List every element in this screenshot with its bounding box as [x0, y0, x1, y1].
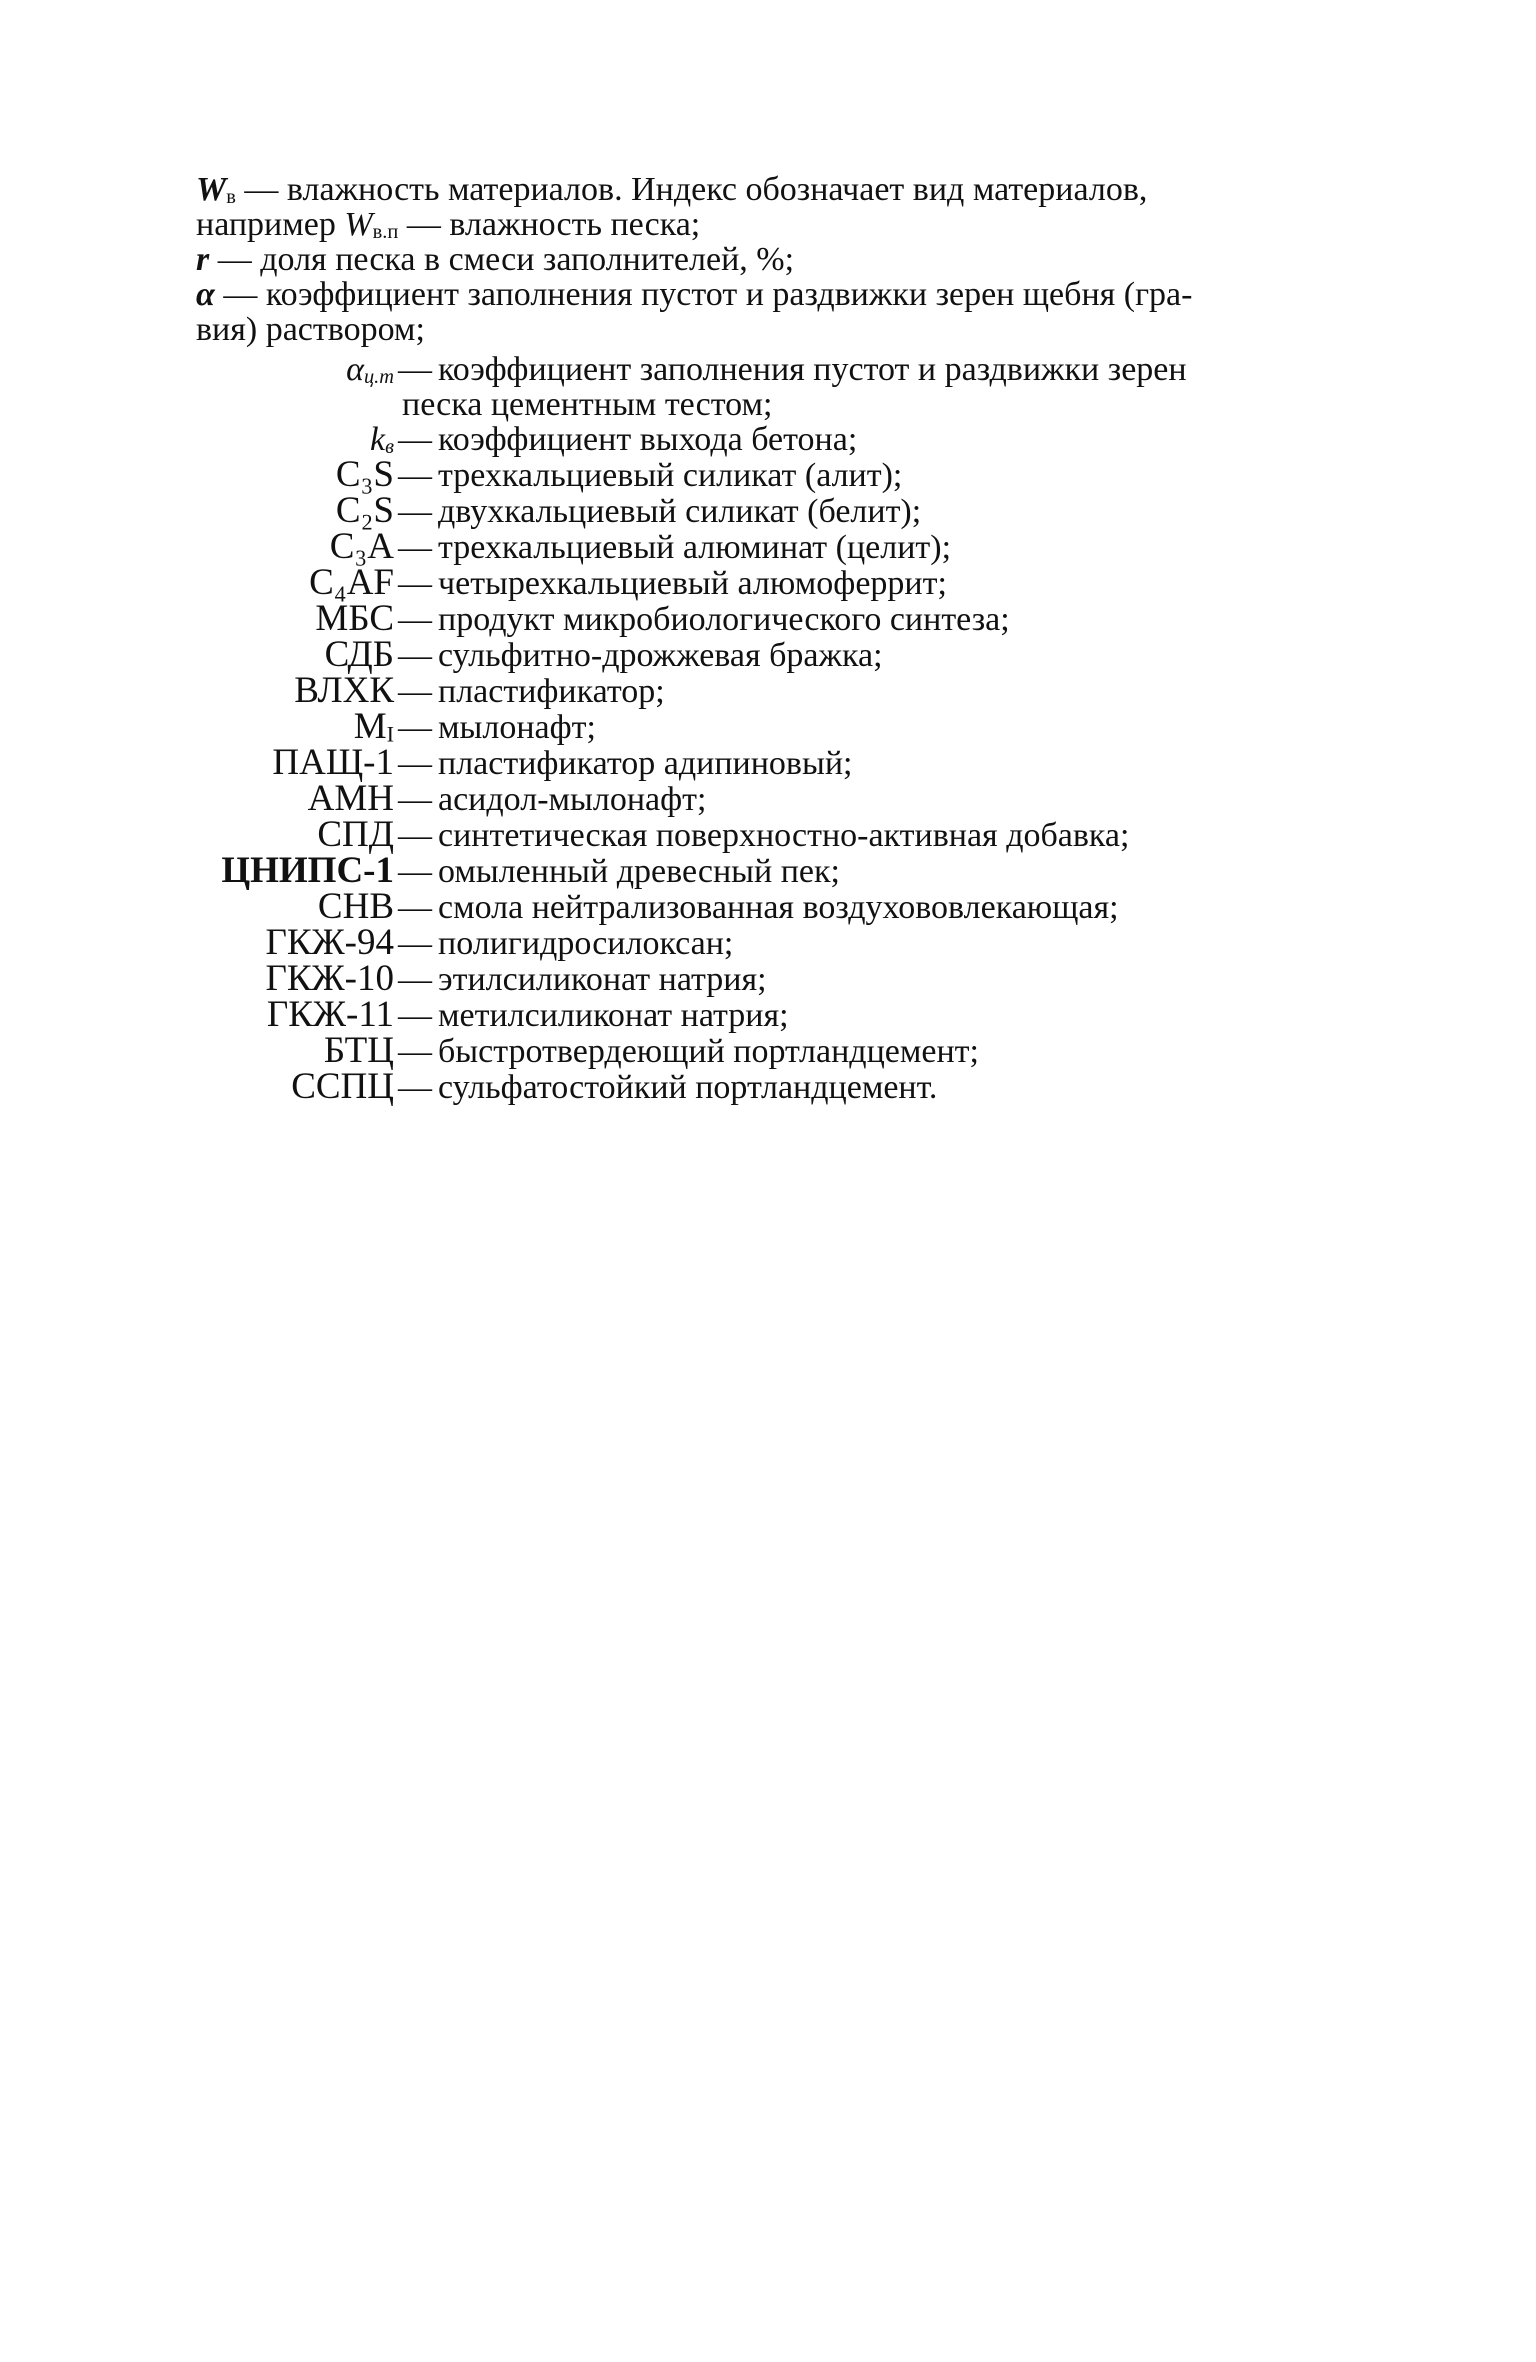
definition-row	[150, 490, 1350, 531]
definition-row	[150, 422, 1350, 457]
term-main: α	[346, 351, 364, 388]
definition-dash: —	[398, 1033, 432, 1070]
definition-term: АМН	[307, 778, 394, 819]
definition-term: ЦНИПС-1	[221, 850, 394, 891]
definition-text: омыленный древесный пек;	[438, 853, 840, 890]
definition-row	[150, 994, 1350, 1035]
definition-text: двухкальциевый силикат (белит);	[438, 493, 922, 530]
intro-line-4-right: (гра-	[1123, 276, 1193, 313]
definition-term: ССПЦ	[291, 1066, 394, 1107]
definition-dash: —	[398, 745, 432, 782]
term-sub: I	[386, 721, 394, 747]
definition-text: коэффициент выхода бетона;	[438, 421, 858, 458]
definition-row	[150, 850, 1350, 891]
symbol-alpha: α	[196, 276, 215, 313]
definition-term	[150, 352, 394, 387]
definition-text: этилсиликонат натрия;	[438, 961, 767, 998]
symbol-wvp-sub: в.п	[372, 221, 399, 244]
definition-row	[150, 1030, 1350, 1071]
definition-row	[150, 1066, 1350, 1107]
definition-text: асидол-мылонафт;	[438, 781, 707, 818]
definition-dash: —	[398, 493, 432, 530]
definition-text: пластификатор;	[438, 673, 665, 710]
definition-dash: —	[398, 565, 432, 602]
intro-line-5	[196, 312, 1346, 347]
definition-text: метилсиликонат натрия;	[438, 997, 789, 1034]
definition-text: мылонафт;	[438, 709, 596, 746]
definition-text: смола нейтрализованная воздухововлекающая;	[438, 889, 1119, 926]
definition-dash: —	[398, 637, 432, 674]
definition-dash: —	[398, 781, 432, 818]
intro-line-2-before: например	[196, 206, 345, 243]
definition-dash: —	[398, 351, 432, 388]
definition-continuation: песка цементным тестом;	[402, 386, 773, 423]
definition-dash: —	[398, 925, 432, 962]
definition-term: СДБ	[324, 634, 394, 675]
definition-row	[150, 742, 1350, 783]
definition-text: сульфатостойкий портландцемент.	[438, 1069, 938, 1106]
definition-text: продукт микробиологического синтеза;	[438, 601, 1010, 638]
intro-line-1-right: вид материалов,	[912, 171, 1148, 208]
definition-dash: —	[398, 889, 432, 926]
definition-term: ГКЖ-10	[265, 958, 394, 999]
definition-row	[150, 886, 1350, 927]
definition-row	[150, 526, 1350, 567]
definition-text: сульфитно-дрожжевая бражка;	[438, 637, 883, 674]
definition-term: ПАЩ-1	[272, 742, 394, 783]
definition-row	[150, 922, 1350, 963]
definition-term: СНВ	[317, 886, 394, 927]
term-main: k	[370, 421, 386, 458]
definition-row	[150, 634, 1350, 675]
intro-line-4-left	[196, 276, 1124, 313]
symbol-wvp: W	[344, 206, 373, 243]
definition-dash: —	[398, 601, 432, 638]
intro-line-1-text: — влажность материалов. Индекс обозначает	[244, 171, 905, 208]
definition-text: синтетическая поверхностно-активная добавка;	[438, 817, 1130, 854]
intro-line-3-text: — доля песка в смеси заполнителей, %;	[209, 241, 795, 278]
intro-line-5-text: вия) раствором;	[196, 311, 425, 348]
definition-term: МБС	[315, 598, 394, 639]
definition-term: ГКЖ-94	[265, 922, 394, 963]
intro-line-3	[196, 242, 1346, 277]
definition-dash: —	[398, 421, 432, 458]
definition-row	[150, 958, 1350, 999]
definition-text: коэффициент заполнения пустот и раздвижки зерен	[438, 351, 1187, 388]
definition-row	[150, 352, 1350, 387]
definition-dash: —	[398, 457, 432, 494]
definition-row	[150, 706, 1350, 747]
intro-line-1	[196, 172, 1346, 207]
definition-text: трехкальциевый силикат (алит);	[438, 457, 903, 494]
definition-text: четырехкальциевый алюмоферрит;	[438, 565, 947, 602]
definition-row	[150, 778, 1350, 819]
definition-term: C₂S	[335, 490, 394, 531]
symbol-w: W	[196, 171, 227, 208]
definition-dash: —	[398, 961, 432, 998]
definition-text: полигидросилоксан;	[438, 925, 734, 962]
definition-dash: —	[398, 853, 432, 890]
definition-text: быстротвердеющий портландцемент;	[438, 1033, 979, 1070]
definition-row	[150, 562, 1350, 603]
term-sub: ц.т	[363, 366, 394, 389]
definition-dash: —	[398, 529, 432, 566]
definition-term: C₃A	[329, 526, 394, 567]
definition-term: C₃S	[335, 454, 394, 495]
definition-row	[150, 598, 1350, 639]
definition-dash: —	[398, 817, 432, 854]
intro-line-4	[196, 277, 1346, 312]
definition-row	[150, 670, 1350, 711]
definition-row	[150, 454, 1350, 495]
intro-line-1-left	[196, 171, 913, 208]
definition-term	[150, 422, 394, 457]
definition-term: ВЛХК	[294, 670, 394, 711]
definition-term	[150, 706, 394, 747]
intro-line-4-text: — коэффициент заполнения пустот и раздвижки зерен щебня	[214, 276, 1116, 313]
definition-text: пластификатор адипиновый;	[438, 745, 853, 782]
symbol-w-sub: в	[226, 186, 236, 209]
definition-term: БТЦ	[323, 1030, 394, 1071]
definition-dash: —	[398, 997, 432, 1034]
intro-line-2-after: — влажность песка;	[398, 206, 701, 243]
term-sub: в	[385, 436, 394, 459]
definition-dash: —	[398, 1069, 432, 1106]
term-main: M	[353, 706, 387, 747]
definitions-list	[150, 352, 1350, 1105]
definition-dash: —	[398, 709, 432, 746]
intro-line-2	[196, 207, 1346, 242]
symbol-r: r	[196, 241, 210, 278]
definition-term: C₄AF	[309, 562, 394, 603]
definition-row	[150, 814, 1350, 855]
definition-text: трехкальциевый алюминат (целит);	[438, 529, 952, 566]
definition-term: ГКЖ-11	[266, 994, 394, 1035]
definition-term: СПД	[317, 814, 394, 855]
intro-block	[196, 172, 1346, 347]
definition-dash: —	[398, 673, 432, 710]
